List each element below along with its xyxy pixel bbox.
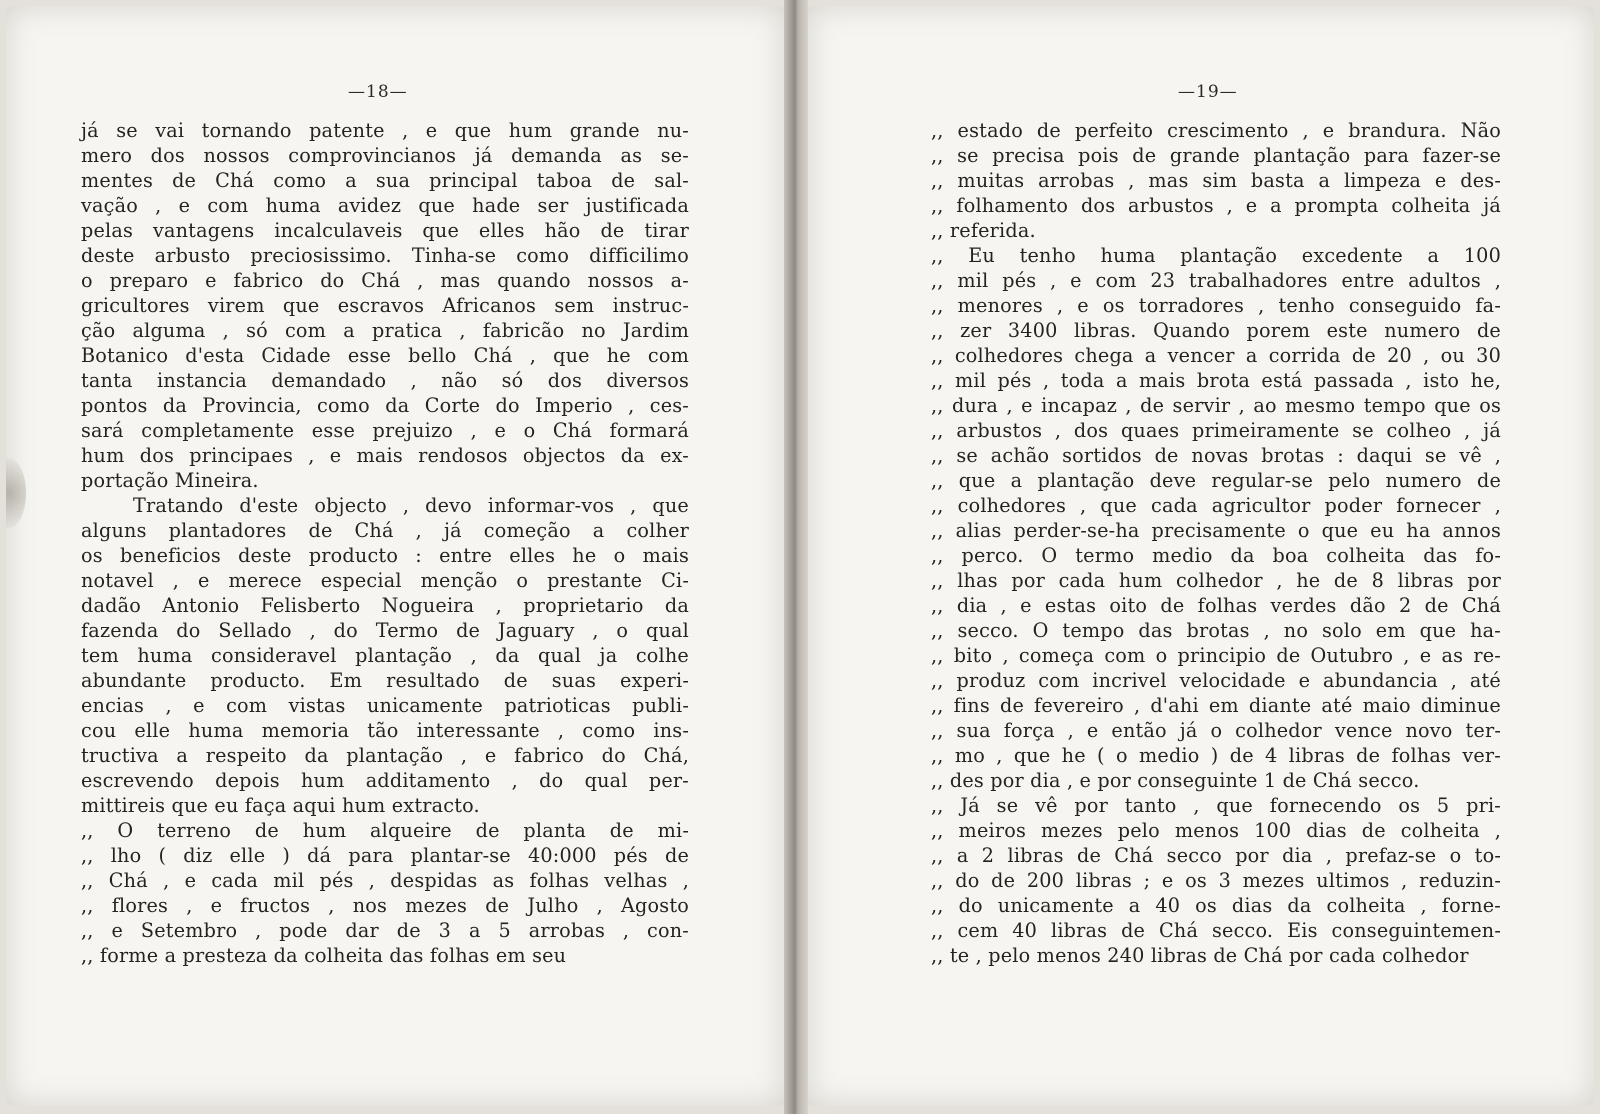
text-line: ,, mil pés , e com 23 trabalhadores entre adultos , xyxy=(931,269,1501,292)
text-line: hum dos principaes , e mais rendosos objectos da ex- xyxy=(81,444,689,467)
text-line: ,, que a plantação deve regular-se pelo numero de xyxy=(931,469,1501,492)
text-line: ,, O terreno de hum alqueire de planta de mi- xyxy=(81,819,689,842)
text-line: ,, secco. O tempo das brotas , no solo em que ha- xyxy=(931,619,1501,642)
text-line: ,, do de 200 libras ; e os 3 mezes ultimos , reduzin- xyxy=(931,869,1501,892)
text-line: ,, folhamento dos arbustos , e a prompta colheita já xyxy=(931,194,1501,217)
right-page xyxy=(808,6,1594,1106)
text-line: o preparo e fabrico do Chá , mas quando nossos a- xyxy=(81,269,689,292)
text-line: ,, do unicamente a 40 os dias da colheita , forne- xyxy=(931,894,1501,917)
text-line: tanta instancia demandado , não só dos diversos xyxy=(81,369,689,392)
text-line: ,, te , pelo menos 240 libras de Chá por cada colhedor xyxy=(931,944,1469,967)
text-line: ,, alias perder-se-ha precisamente o que eu ha annos xyxy=(931,519,1501,542)
text-line: ,, se precisa pois de grande plantação para fazer-se xyxy=(931,144,1501,167)
text-line: ,, colhedores , que cada agricultor poder fornecer , xyxy=(931,494,1501,517)
text-line: portação Mineira. xyxy=(81,469,259,492)
text-line: ,, referida. xyxy=(931,219,1036,242)
text-line: Tratando d'este objecto , devo informar-vos , que xyxy=(133,494,689,517)
text-line: ,, meiros mezes pelo menos 100 dias de colheita , xyxy=(931,819,1501,842)
text-line: tem huma consideravel plantação , da qual ja colhe xyxy=(81,644,689,667)
text-line: ,, lhas por cada hum colhedor , he de 8 libras por xyxy=(931,569,1501,592)
text-line: ção alguma , só com a pratica , fabricão no Jardim xyxy=(81,319,689,342)
page-number: —19— xyxy=(1178,82,1238,102)
text-line: ,, e Setembro , pode dar de 3 a 5 arrobas , con- xyxy=(81,919,689,942)
text-line: ,, perco. O termo medio da boa colheita das fo- xyxy=(931,544,1501,567)
text-line: ,, se achão sortidos de novas brotas : daqui se vê , xyxy=(931,444,1501,467)
text-line: cou elle huma memoria tão interessante , como ins- xyxy=(81,719,689,742)
text-line: já se vai tornando patente , e que hum grande nu- xyxy=(81,119,689,142)
text-line: ,, dia , e estas oito de folhas verdes dão 2 de Chá xyxy=(931,594,1501,617)
text-line: ,, mil pés , toda a mais brota está passada , isto he, xyxy=(931,369,1501,392)
text-line: ,, produz com incrivel velocidade e abundancia , até xyxy=(931,669,1501,692)
text-line: ,, cem 40 libras de Chá secco. Eis conseguintemen- xyxy=(931,919,1501,942)
text-line: ,, muitas arrobas , mas sim basta a limpeza e des- xyxy=(931,169,1501,192)
text-line: deste arbusto preciosissimo. Tinha-se como difficilimo xyxy=(81,244,689,267)
text-line: fazenda do Sellado , do Termo de Jaguary , o qual xyxy=(81,619,689,642)
text-line: ,, Eu tenho huma plantação excedente a 100 xyxy=(931,244,1501,267)
text-line: ,, menores , e os torradores , tenho conseguido fa- xyxy=(931,294,1501,317)
text-line: notavel , e merece especial menção o prestante Ci- xyxy=(81,569,689,592)
text-line: mentes de Chá como a sua principal taboa de sal- xyxy=(81,169,689,192)
text-line: ,, des por dia , e por conseguinte 1 de Chá secco. xyxy=(931,769,1420,792)
text-line: ,, flores , e fructos , nos mezes de Julho , Agosto xyxy=(81,894,689,917)
page-number: —18— xyxy=(348,82,408,102)
text-line: ,, lho ( diz elle ) dá para plantar-se 40:000 pés de xyxy=(81,844,689,867)
text-line: ,, Chá , e cada mil pés , despidas as folhas velhas , xyxy=(81,869,689,892)
text-line: dadão Antonio Felisberto Nogueira , proprietario da xyxy=(81,594,689,617)
text-line: ,, mo , que he ( o medio ) de 4 libras de folhas ver- xyxy=(931,744,1501,767)
page-text xyxy=(81,118,689,968)
page-text xyxy=(931,118,1501,968)
text-line: pontos da Provincia, como da Corte do Imperio , ces- xyxy=(81,394,689,417)
text-line: ,, zer 3400 libras. Quando porem este numero de xyxy=(931,319,1501,342)
text-line: gricultores virem que escravos Africanos sem instruc- xyxy=(81,294,689,317)
text-line: ,, sua força , e então já o colhedor vence novo ter- xyxy=(931,719,1501,742)
text-line: pelas vantagens incalculaveis que elles hão de tirar xyxy=(81,219,689,242)
text-line: ,, colhedores chega a vencer a corrida de 20 , ou 30 xyxy=(931,344,1501,367)
text-line: ,, estado de perfeito crescimento , e brandura. Não xyxy=(931,119,1501,142)
text-line: ,, fins de fevereiro , d'ahi em diante até maio diminue xyxy=(931,694,1501,717)
text-line: ,, a 2 libras de Chá secco por dia , prefaz-se o to- xyxy=(931,844,1501,867)
text-line: encias , e com vistas unicamente patrioticas publi- xyxy=(81,694,689,717)
text-line: sará completamente esse prejuizo , e o Chá formará xyxy=(81,419,689,442)
text-line: ,, Já se vê por tanto , que fornecendo os 5 pri- xyxy=(931,794,1501,817)
text-line: ,, arbustos , dos quaes primeiramente se colheo , já xyxy=(931,419,1501,442)
text-line: tructiva a respeito da plantação , e fabrico do Chá, xyxy=(81,744,689,767)
text-line: ,, forme a presteza da colheita das folhas em seu xyxy=(81,944,567,967)
book-gutter xyxy=(784,0,808,1114)
text-line: vação , e com huma avidez que hade ser justificada xyxy=(81,194,689,217)
text-line: alguns plantadores de Chá , já começão a colher xyxy=(81,519,689,542)
left-page xyxy=(6,6,784,1106)
text-line: ,, bito , começa com o principio de Outubro , e as re- xyxy=(931,644,1501,667)
text-line: mittireis que eu faça aqui hum extracto. xyxy=(81,794,480,817)
text-line: abundante producto. Em resultado de suas experi- xyxy=(81,669,689,692)
edge-stain xyxy=(6,458,26,528)
text-line: escrevendo depois hum additamento , do qual per- xyxy=(81,769,689,792)
text-line: os beneficios deste producto : entre elles he o mais xyxy=(81,544,689,567)
text-line: mero dos nossos comprovincianos já demanda as se- xyxy=(81,144,689,167)
text-line: Botanico d'esta Cidade esse bello Chá , que he com xyxy=(81,344,689,367)
text-line: ,, dura , e incapaz , de servir , ao mesmo tempo que os xyxy=(931,394,1501,417)
